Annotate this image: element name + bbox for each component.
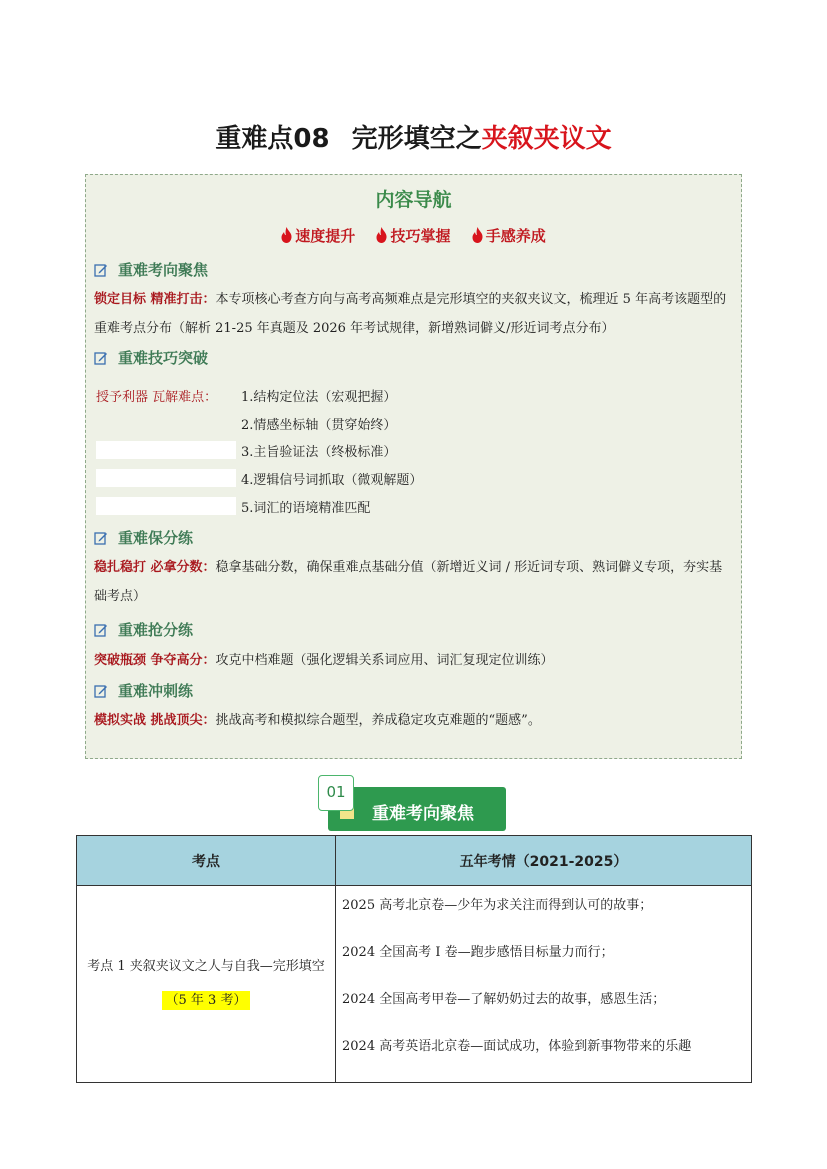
skills-lead: 授予利器 瓦解难点：	[96, 390, 218, 405]
exam-item: 2025 高考北京卷—少年为求关注而得到认可的故事；	[342, 898, 653, 913]
document-edit-icon	[94, 263, 108, 277]
skill-item: 4.逻辑信号词抓取（微观解题）	[241, 473, 423, 488]
document-edit-icon	[94, 684, 108, 698]
document-edit-icon	[94, 531, 108, 545]
skill-item: 2.情感坐标轴（贯穿始终）	[241, 418, 397, 433]
nav-title: 内容导航	[375, 189, 452, 211]
flame-icon	[472, 227, 483, 243]
page-title	[0, 118, 827, 155]
title-prefix: 重难点08	[215, 124, 330, 154]
section-text-basic: 稳扎稳打 必拿分数：稳拿基础分数，确保重难点基础分值（新增近义词 / 形近词专项、熟词僻义专项，夯实基础考点）	[94, 560, 723, 604]
flame-icon	[281, 227, 292, 243]
header-point: 考点	[77, 836, 336, 886]
skill-item: 3.主旨验证法（终极标准）	[241, 445, 397, 460]
section-text-advanced: 突破瓶颈 争夺高分：攻克中档难题（强化逻辑关系词应用、词汇复现定位训练）	[94, 653, 554, 668]
content-navigation-box	[85, 174, 742, 759]
section-heading-sprint: 重难冲刺练	[94, 680, 193, 701]
section-heading-focus: 重难考向聚焦	[94, 259, 208, 280]
skill-item: 1.结构定位法（宏观把握）	[241, 390, 397, 405]
point-cell	[77, 886, 336, 1083]
document-edit-icon	[94, 351, 108, 365]
exam-item: 2024 全国高考 I 卷—跑步感悟目标量力而行；	[342, 945, 614, 960]
section-badge	[318, 775, 506, 831]
blank-bar	[96, 469, 236, 487]
badge-number: 01	[318, 775, 354, 811]
section-heading-basic: 重难保分练	[94, 527, 193, 548]
section-text-sprint: 模拟实战 挑战顶尖：挑战高考和模拟综合题型，养成稳定攻克难题的“题感”。	[94, 713, 541, 728]
frequency-badge: （5 年 3 考）	[162, 991, 251, 1010]
tag-label: 手感养成	[485, 227, 546, 245]
blank-bar	[96, 441, 236, 459]
point-text: 考点 1 夹叙夹议文之人与自我—完形填空	[87, 959, 325, 974]
header-exam: 五年考情（2021-2025）	[336, 836, 752, 886]
exam-table	[76, 835, 752, 1083]
tag-skill	[376, 225, 450, 246]
section-heading-skills: 重难技巧突破	[94, 347, 208, 368]
skill-item: 5.词汇的语境精准匹配	[241, 501, 371, 516]
exam-item: 2024 高考英语北京卷—面试成功，体验到新事物带来的乐趣	[342, 1039, 692, 1054]
nav-tags	[86, 225, 741, 246]
exam-item: 2024 全国高考甲卷—了解奶奶过去的故事，感恩生活；	[342, 992, 666, 1007]
document-edit-icon	[94, 623, 108, 637]
tag-label: 速度提升	[295, 227, 356, 245]
section-heading-advanced: 重难抢分练	[94, 619, 193, 640]
flame-icon	[376, 227, 387, 243]
title-middle: 完形填空之	[351, 124, 482, 154]
tag-label: 技巧掌握	[390, 227, 451, 245]
exam-cell	[336, 886, 752, 1083]
tag-feel	[472, 225, 546, 246]
blank-bar	[96, 497, 236, 515]
badge-label: 重难考向聚焦	[372, 804, 474, 824]
tag-speed	[281, 225, 355, 246]
table-row	[77, 886, 752, 1083]
section-text-focus: 锁定目标 精准打击：本专项核心考查方向与高考高频难点是完形填空的夹叙夹议文，梳理近 5 年高考该题型的重难考点分布（解析 21-25 年真题及 2026 年考试规律，新增熟词僻义/形近词考点分布）	[94, 292, 727, 336]
title-highlight: 夹叙夹议文	[481, 124, 612, 154]
table-header-row	[77, 836, 752, 886]
